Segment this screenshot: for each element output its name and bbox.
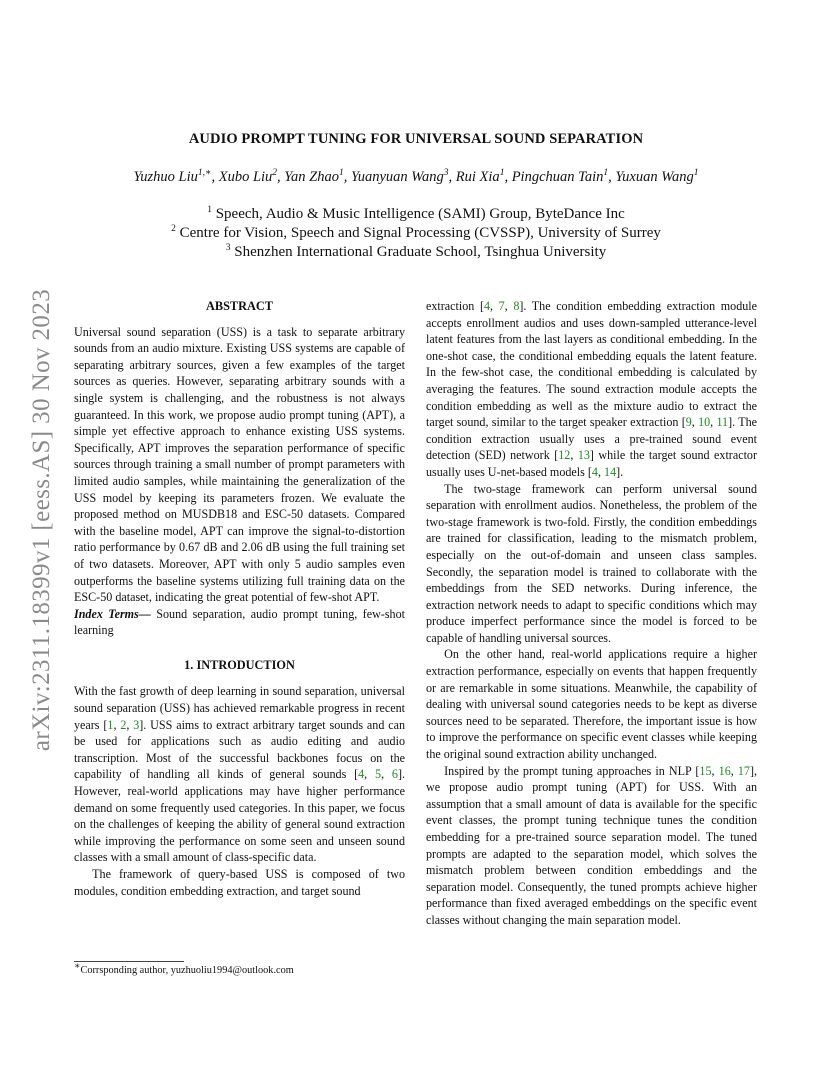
author-name: Yuanyuan Wang <box>350 169 444 185</box>
affiliation-2-text: Centre for Vision, Speech and Signal Processing (CVSSP), University of Surrey <box>175 225 661 241</box>
intro-paragraph: The framework of query-based USS is composed of two modules, condition embedding extraction, and target sound <box>74 867 405 898</box>
author-list: Yuzhuo Liu$^{1,∗}$, Xubo Liu$^2$, Yan Zhao$^1$, Yuanyuan Wang$^3$, Rui Xia$^1$, Pingchuan Tain$^1$, Yuxuan Wang$^1$ <box>133 168 699 185</box>
author-name: Yuzhuo Liu <box>133 169 198 185</box>
citation-link[interactable]: 14 <box>604 464 617 479</box>
footnote-rule <box>74 961 184 962</box>
affiliation-3-mark: 3 <box>225 243 231 253</box>
footnote-mark: ∗ <box>74 961 81 972</box>
affiliation-2-mark: 2 <box>171 224 176 234</box>
right-column <box>426 298 757 929</box>
author-name: Xubo Liu <box>218 169 273 185</box>
author-affiliation-mark: 3 <box>443 168 449 179</box>
author-affiliation-mark: 1 <box>338 168 344 179</box>
citation-link[interactable]: 17 <box>737 763 750 778</box>
affiliation-2 <box>74 225 758 242</box>
affiliation-1-text: Speech, Audio & Music Intelligence (SAMI) Group, ByteDance Inc <box>211 206 625 222</box>
citation-link[interactable]: 4 <box>483 299 491 313</box>
left-column <box>74 298 405 899</box>
intro-paragraph: With the fast growth of deep learning in sound separation, universal sound separation (USS) has achieved remarkable progress in recent years [1, 2, 3]. USS aims to extract arbitrary target sounds and can be used for applications such as audio editing and audio transcription. Most of the successful backbones focus on the capability of handling all kinds of general sounds [4, 5, 6]. However, real-world applications may have higher performance demand on some frequently used categories. In this paper, we focus on the challenges of keeping the ability of general sound extraction while improving the performance on some seen and unseen sound classes with a small amount of class-specific data. <box>74 684 406 865</box>
arxiv-stamp <box>22 270 62 770</box>
citation-link[interactable]: 1 <box>107 717 114 732</box>
body-paragraph: On the other hand, real-world applications require a higher extraction performance, especially on events that happen frequently or are remarkable in some situations. Meanwhile, the capability of dealing with universal sound categories needs to be kept as diverse sources need to be separated. Therefore, the important issue is how to improve the performance on specific event classes while keeping the original sound extraction ability unchanged. <box>426 647 757 762</box>
author-name: Yuxuan Wang <box>615 169 694 185</box>
index-terms <box>74 606 405 639</box>
citation-link[interactable]: 4 <box>358 767 365 782</box>
author-affiliation-mark: 1 <box>499 168 505 179</box>
citation-link[interactable]: 16 <box>718 763 731 778</box>
footnote <box>74 961 294 976</box>
citation-link[interactable]: 8 <box>513 299 520 313</box>
index-terms-label: Index Terms— <box>74 606 151 621</box>
author-affiliation-mark: 2 <box>272 168 278 179</box>
citation-link[interactable]: 13 <box>577 448 590 463</box>
citation-link[interactable]: 11 <box>716 415 729 430</box>
abstract-heading: ABSTRACT <box>206 299 273 313</box>
arxiv-stamp-text: arXiv:2311.18399v1 [eess.AS] 30 Nov 2023 <box>28 288 56 752</box>
body-paragraph: The two-stage framework can perform universal sound separation with enrollment audios. Nonetheless, the problem of the two-stage framework is two-fold. Firstly, the condition embeddings are trained for classification, leading to the mismatch problem, especially on the out-of-domain and unseen class samples. Secondly, the separation model is trained to collaborate with the embeddings from the SED networks. During inference, the extraction network needs to adapt to specific conditions which may produce imperfect performance since the model is forced to be capable of handling universal sources. <box>426 481 757 645</box>
author-affiliation-mark: 1 <box>693 168 699 179</box>
affiliation-1-mark: 1 <box>207 205 212 215</box>
citation-link[interactable]: 12 <box>558 448 571 463</box>
citation-link[interactable]: 10 <box>698 415 711 430</box>
citation-link[interactable]: 6 <box>391 767 398 782</box>
body-paragraph: Inspired by the prompt tuning approaches in NLP [15, 16, 17], we propose audio prompt tuning (APT) for USS. With an assumption that a small amount of data is available for the specific event classes, the prompt tuning technique tunes the condition embedding for a pre-trained source separation model. The tuned prompts are adapted to the separation model, which solves the mismatch problem between condition embeddings and the separation model. Consequently, the tuned prompts achieve higher performance than fixed averaged embeddings on the specific event classes without changing the main separation model. <box>426 763 758 927</box>
author-affiliation-mark: 1,∗ <box>197 168 212 179</box>
author-affiliation-mark: 1 <box>603 168 609 179</box>
body-paragraph: extraction [4, 7, 8]. The condition embedding extraction module accepts enrollment audios and uses down-sampled utterance-level latent features from the last layers as conditional embedding. In the one-shot case, the conditional embedding equals the latent feature. In the few-shot case, the conditional embedding is calculated by averaging the features. The sound extraction module accepts the condition embedding as well as the mixture audio to extract the target sound, similar to the target speaker extraction [9, 10, 11]. The condition extraction usually uses a pre-trained sound event detection (SED) network [12, 13] while the target sound extractor usually uses U-net-based models [4, 14]. <box>426 299 758 479</box>
introduction-heading: 1. INTRODUCTION <box>184 657 295 672</box>
index-terms-text: Sound separation, audio prompt tuning, few-shot learning <box>74 606 405 638</box>
paper-title: AUDIO PROMPT TUNING FOR UNIVERSAL SOUND SEPARATION <box>188 131 644 147</box>
citation-link[interactable]: 2 <box>120 717 127 732</box>
citation-link[interactable]: 4 <box>591 464 598 479</box>
citation-link[interactable]: 15 <box>699 763 712 778</box>
author-name: Yan Zhao <box>284 169 339 185</box>
citation-link[interactable]: 9 <box>685 415 692 430</box>
citation-link[interactable]: 5 <box>375 767 382 782</box>
citation-link[interactable]: 3 <box>133 717 140 732</box>
affiliation-3-text: Shenzhen International Graduate School, Tsinghua University <box>230 244 607 260</box>
affiliation-3 <box>74 244 758 261</box>
affiliation-1 <box>74 206 758 223</box>
abstract-text: Universal sound separation (USS) is a task to separate arbitrary sounds from an audio mixture. Existing USS systems are capable of separating arbitrary sources, given a few examples of the target sources as queries. However, separating arbitrary sounds with a single system is challenging, and the robustness is not always guaranteed. In this work, we propose audio prompt tuning (APT), a simple yet effective approach to enhance existing USS systems. Specifically, APT improves the separation performance of specific sources through training a small number of prompt parameters with limited audio samples, while maintaining the generalization of the USS model by keeping its parameters frozen. We evaluate the proposed method on MUSDB18 and ESC-50 datasets. Compared with the baseline model, APT can improve the signal-to-distortion ratio performance by 0.67 dB and 2.06 dB using the full training set of two datasets. Moreover, APT with only 5 audio samples even outperforms the baseline systems utilizing full training data on the ESC-50 dataset, indicating the great potential of few-shot APT. <box>74 324 405 605</box>
author-name: Rui Xia <box>455 169 500 185</box>
citation-link[interactable]: 7 <box>498 299 505 313</box>
footnote-text: Corrsponding author, yuzhuoliu1994@outlook.com <box>80 965 294 976</box>
author-name: Pingchuan Tain <box>511 169 604 185</box>
